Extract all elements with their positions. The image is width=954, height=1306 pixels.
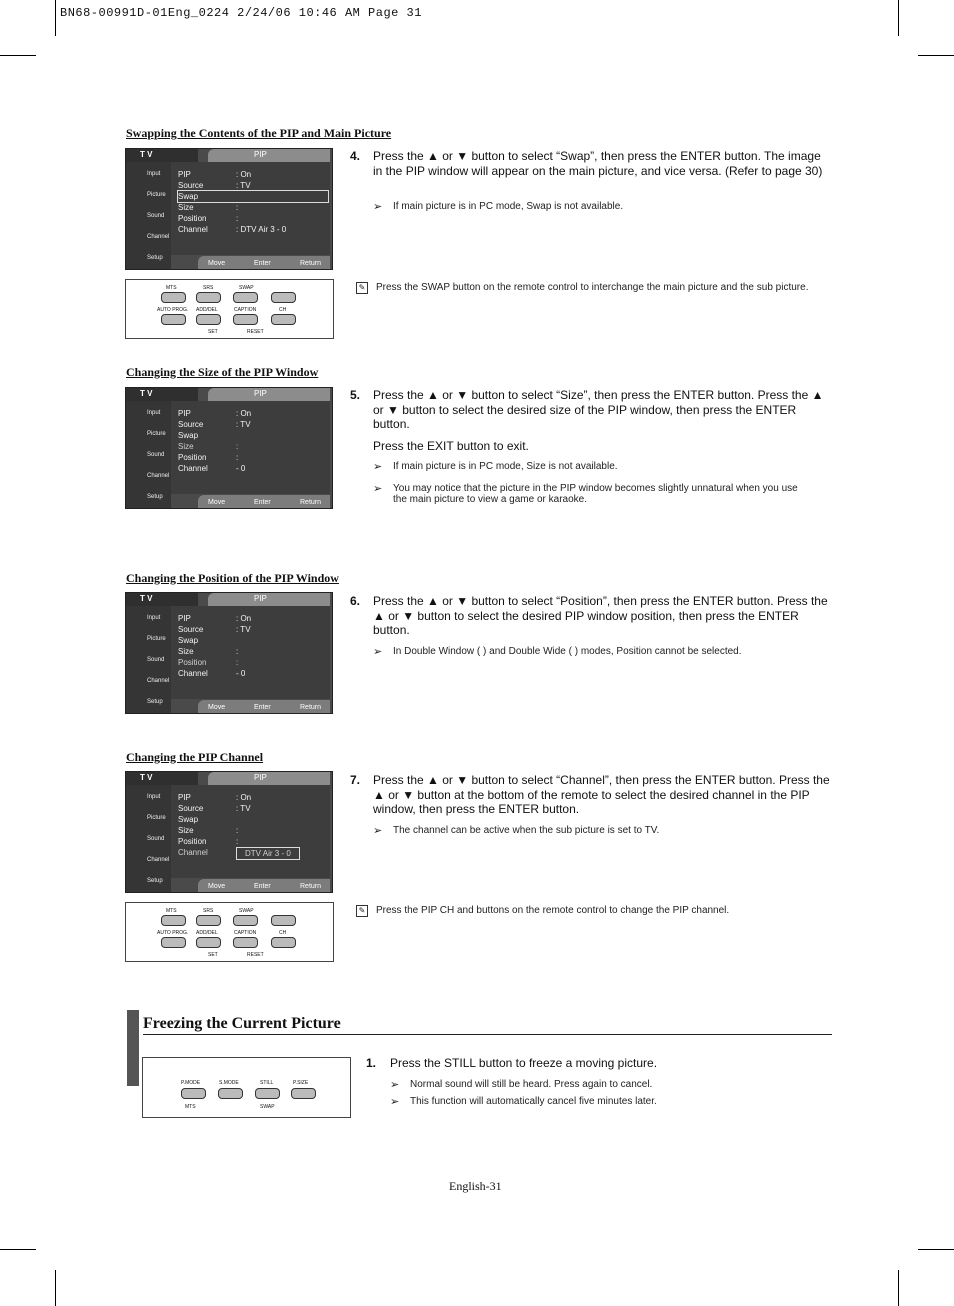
footer-item: Return xyxy=(300,499,322,506)
remote-label: SRS xyxy=(203,285,214,291)
osd-row: Position : xyxy=(178,658,239,667)
remote-label: STILL xyxy=(260,1080,274,1086)
osd-pip-label: PIP xyxy=(254,389,267,398)
page-footer: English-31 xyxy=(449,1179,502,1193)
remote-label: MTS xyxy=(185,1104,196,1110)
rail-item: Channel xyxy=(147,678,170,684)
remote-label: SWAP xyxy=(239,908,254,914)
footer-item: Move xyxy=(208,260,226,267)
remote-label: CAPTION xyxy=(234,307,257,313)
osd-row: Channel - 0 xyxy=(178,464,246,473)
rail-item: Setup xyxy=(147,878,163,884)
rail-item: Sound xyxy=(147,452,165,458)
step-text: Press the EXIT button to exit. xyxy=(373,439,529,453)
remote-label: SET xyxy=(208,952,218,958)
osd-tv-label: T V xyxy=(140,773,153,782)
remote-label: RESET xyxy=(247,952,264,958)
pip-menu-screen xyxy=(125,387,333,509)
note-arrow-icon: ➢ xyxy=(373,646,383,658)
remote-button xyxy=(196,292,221,303)
rail-item: Input xyxy=(147,794,161,800)
osd-row: Channel - 0 xyxy=(178,669,246,678)
remote-button xyxy=(255,1088,280,1099)
section-title: Changing the Size of the PIP Window xyxy=(126,365,319,379)
osd-row: PIP : On xyxy=(178,793,252,802)
osd-pip-label: PIP xyxy=(254,594,267,603)
osd-row: Source : TV xyxy=(178,625,251,634)
remote-button xyxy=(196,915,221,926)
rail-item: Channel xyxy=(147,857,170,863)
section-rule xyxy=(143,1034,832,1035)
osd-top-left xyxy=(126,149,198,162)
osd-top-right xyxy=(208,772,330,785)
rail-item: Channel xyxy=(147,473,170,479)
section-title: Changing the PIP Channel xyxy=(126,750,264,764)
footer-item: Move xyxy=(208,499,226,506)
remote-label: CH xyxy=(279,307,287,313)
footer-item: Return xyxy=(300,260,322,267)
crop-mark xyxy=(898,1270,899,1306)
note-arrow-icon: ➢ xyxy=(373,461,383,473)
step-text: Press the ▲ or ▼ button to select “Position”, then press the ENTER button. Press the ▲ or ▼ button to select the desired PIP window position, then press the ENTER button. xyxy=(373,594,828,637)
step-text: Press the STILL button to freeze a moving picture. xyxy=(390,1056,658,1070)
osd-row: Position : xyxy=(178,453,239,462)
osd-row-selected: Swap xyxy=(178,191,328,202)
remote-label: S.MODE xyxy=(219,1080,239,1086)
pip-menu-screen xyxy=(125,771,333,893)
remote-label: P.SIZE xyxy=(293,1080,309,1086)
remote-button xyxy=(196,937,221,948)
osd-row: PIP : On xyxy=(178,170,252,179)
osd-row: Source : TV xyxy=(178,181,251,190)
remote-illustration xyxy=(142,1057,351,1118)
note-arrow-icon: ➢ xyxy=(390,1096,400,1108)
note-icon: ✎ xyxy=(356,282,368,294)
osd-top-left xyxy=(126,388,198,401)
osd-row: Size : xyxy=(178,203,239,212)
remote-button xyxy=(271,314,296,325)
step-text: Press the ▲ or ▼ button to select “Swap”, then press the ENTER button. The image in the PIP window will appear on the main picture, and vice versa. (Refer to page 30) xyxy=(373,149,823,178)
remote-label: CAPTION xyxy=(234,930,257,936)
footer-item: Return xyxy=(300,883,322,890)
footer-item: Enter xyxy=(254,260,271,267)
crop-mark xyxy=(898,0,899,36)
crop-mark xyxy=(918,1249,954,1250)
osd-row: Channel DTV Air 3 - 0 xyxy=(178,847,328,858)
pip-menu-screen xyxy=(125,592,333,714)
remote-button xyxy=(271,292,296,303)
remote-button xyxy=(291,1088,316,1099)
osd-top-right xyxy=(208,388,330,401)
osd-row: PIP : On xyxy=(178,614,252,623)
step-number: 4. xyxy=(350,149,361,163)
remote-button xyxy=(161,937,186,948)
rail-item: Picture xyxy=(147,636,166,642)
footer-item: Enter xyxy=(254,704,271,711)
osd-tv-label: T V xyxy=(140,594,153,603)
osd-tv-label: T V xyxy=(140,389,153,398)
remote-label: P.MODE xyxy=(181,1080,201,1086)
note-icon: ✎ xyxy=(356,905,368,917)
remote-button xyxy=(161,915,186,926)
footer-item: Enter xyxy=(254,499,271,506)
note-arrow-icon: ➢ xyxy=(373,825,383,837)
remote-button xyxy=(233,292,258,303)
section-title: Swapping the Contents of the PIP and Main Picture xyxy=(126,126,392,140)
remote-button xyxy=(233,915,258,926)
osd-row: Size : xyxy=(178,826,239,835)
osd-pip-label: PIP xyxy=(254,773,267,782)
osd-top-right xyxy=(208,593,330,606)
osd-pip-label: PIP xyxy=(254,150,267,159)
remote-button xyxy=(233,314,258,325)
rail-item: Input xyxy=(147,410,161,416)
osd-top-left xyxy=(126,772,198,785)
crop-mark xyxy=(0,55,36,56)
rail-item: Picture xyxy=(147,431,166,437)
remote-label: MTS xyxy=(166,908,177,914)
crop-mark xyxy=(55,1270,56,1306)
remote-button xyxy=(161,292,186,303)
osd-row: Position : xyxy=(178,837,239,846)
step-number: 5. xyxy=(350,388,361,402)
osd-row: Size : xyxy=(178,647,239,656)
rail-item: Picture xyxy=(147,815,166,821)
remote-label: SET xyxy=(208,329,218,335)
rail-item: Picture xyxy=(147,192,166,198)
section-heading: Freezing the Current Picture xyxy=(143,1015,341,1032)
remote-button xyxy=(271,915,296,926)
step-text: Press the ▲ or ▼ button to select “Channel”, then press the ENTER button. Press the ▲ or ▼ button at the bottom of the remote to select the desired channel in the PIP window, then press the ENTER button. xyxy=(373,773,830,816)
footer-item: Enter xyxy=(254,883,271,890)
step-number: 1. xyxy=(366,1056,377,1070)
remote-label: CH xyxy=(279,930,287,936)
rail-item: Sound xyxy=(147,836,165,842)
osd-tv-label: T V xyxy=(140,150,153,159)
rail-item: Input xyxy=(147,171,161,177)
osd-row: Position : xyxy=(178,214,239,223)
crop-mark xyxy=(0,1249,36,1250)
remote-button xyxy=(271,937,296,948)
osd-row: Swap xyxy=(178,431,199,440)
remote-button xyxy=(233,937,258,948)
osd-row: Size : xyxy=(178,442,239,451)
osd-row: PIP : On xyxy=(178,409,252,418)
manual-page: BN68-00991D-01Eng_0224 2/24/06 10:46 AM Page 31 Swapping the Contents of the PIP and Main Picture Changing the Size of the PIP Window Changing the Position of the PIP Window Changing the PIP Channel T V PIP Input Picture Sound Channel Setup PIP : On Source : TV Swap Size : Position : Channel : DTV Air 3 - 0 Move Enter Return T V PIP Input Picture Sound Channel Setup PIP : On Source : TV Swap Size : Position : Channel - 0 Move Enter Return T V PIP Input Picture Sound Channel Setup PIP : On Source : TV Swap Size : Position : Channel - 0 Move Enter Return T V PIP Input Picture Sound Channel Setup PIP : On Source : TV Swap Size : Position : Channel DTV Air 3 - 0 Move Enter Return MTS SRS SWAP AUTO PROG. ADD/DEL CAPTION CH SET RESET MTS SRS SWAP AUTO PROG. ADD/DEL CAPTION CH SET RESET 4. Press the ▲ or ▼ button to select “Swap”, then press the ENTER button. The image in the PIP window will appear on the main picture, and vice versa. (Refer to page 30) ➢ If main picture is in PC mode, Swap is not available. ✎ Press the SWAP button on the remote control to interchange the main picture and the sub picture. 5. Press the ▲ or ▼ button to select “Size”, then press the ENTER button. Press the ▲ or ▼ button to select the desired size of the PIP window, then press the ENTER button. Press the EXIT button to exit. ➢ If main picture is in PC mode, Size is not available. ➢ You may notice that the picture in the PIP window becomes slightly unnatural when you use the main picture to view a game or karaoke. 6. Press the ▲ or ▼ button to select “Position”, then press the ENTER button. Press the ▲ or ▼ button to select the desired PIP window position, then press the ENTER button. ➢ In Double Window ( ) and Double Wide ( ) modes, Position cannot be selected. 7. Press the ▲ or ▼ button to select “Channel”, then press the ENTER button. Press the ▲ or ▼ button at the bottom of the remote to select the desired channel in the PIP window, then press the ENTER button. ➢ The channel can be active when the sub picture is set to TV. ✎ Press the PIP CH and buttons on the remote control to change the PIP channel. Freezing the Current Picture P.MODE S.MODE STILL P.SIZE MTS SWAP 1. Press the STILL button to freeze a moving picture. ➢ Normal sound will still be heard. Press again to cancel. ➢ This function will automatically cancel five minutes later. English-31 xyxy=(0,0,954,1306)
remote-label: MTS xyxy=(166,285,177,291)
step-number: 7. xyxy=(350,773,361,787)
osd-row: Swap xyxy=(178,636,199,645)
osd-row: Source : TV xyxy=(178,420,251,429)
remote-label: ADD/DEL xyxy=(196,307,218,313)
note-arrow-icon: ➢ xyxy=(373,483,383,495)
rail-item: Setup xyxy=(147,494,163,500)
rail-item: Setup xyxy=(147,699,163,705)
footer-item: Move xyxy=(208,883,226,890)
remote-label: SWAP xyxy=(239,285,254,291)
osd-row: Source : TV xyxy=(178,804,251,813)
step-text: Press the ▲ or ▼ button to select “Size”, then press the ENTER button. Press the ▲ or ▼ button to select the desired size of the PIP window, then press the ENTER button. xyxy=(373,388,824,431)
step-number: 6. xyxy=(350,594,361,608)
section-title: Changing the Position of the PIP Window xyxy=(126,571,339,585)
remote-button xyxy=(196,314,221,325)
rail-item: Input xyxy=(147,615,161,621)
crop-mark xyxy=(55,0,56,36)
osd-top-left xyxy=(126,593,198,606)
remote-button xyxy=(181,1088,206,1099)
osd-row: Channel : DTV Air 3 - 0 xyxy=(178,225,287,234)
remote-button xyxy=(161,314,186,325)
osd-top-right xyxy=(208,149,330,162)
osd-row: Swap xyxy=(178,815,199,824)
remote-label: SRS xyxy=(203,908,214,914)
pip-menu-screen xyxy=(125,148,333,270)
rail-item: Channel xyxy=(147,234,170,240)
rail-item: Setup xyxy=(147,255,163,261)
note-arrow-icon: ➢ xyxy=(373,201,383,213)
remote-label: RESET xyxy=(247,329,264,335)
remote-label: SWAP xyxy=(260,1104,275,1110)
remote-label: ADD/DEL xyxy=(196,930,218,936)
remote-label: AUTO PROG. xyxy=(157,930,189,936)
note-arrow-icon: ➢ xyxy=(390,1079,400,1091)
remote-label: AUTO PROG. xyxy=(157,307,189,313)
print-header: BN68-00991D-01Eng_0224 2/24/06 10:46 AM Page 31 xyxy=(60,6,422,20)
rail-item: Sound xyxy=(147,213,165,219)
remote-illustration xyxy=(125,279,334,339)
remote-button xyxy=(218,1088,243,1099)
footer-item: Move xyxy=(208,704,226,711)
footer-item: Return xyxy=(300,704,322,711)
rail-item: Sound xyxy=(147,657,165,663)
remote-illustration xyxy=(125,902,334,962)
crop-mark xyxy=(918,55,954,56)
section-accent-bar xyxy=(127,1010,139,1086)
